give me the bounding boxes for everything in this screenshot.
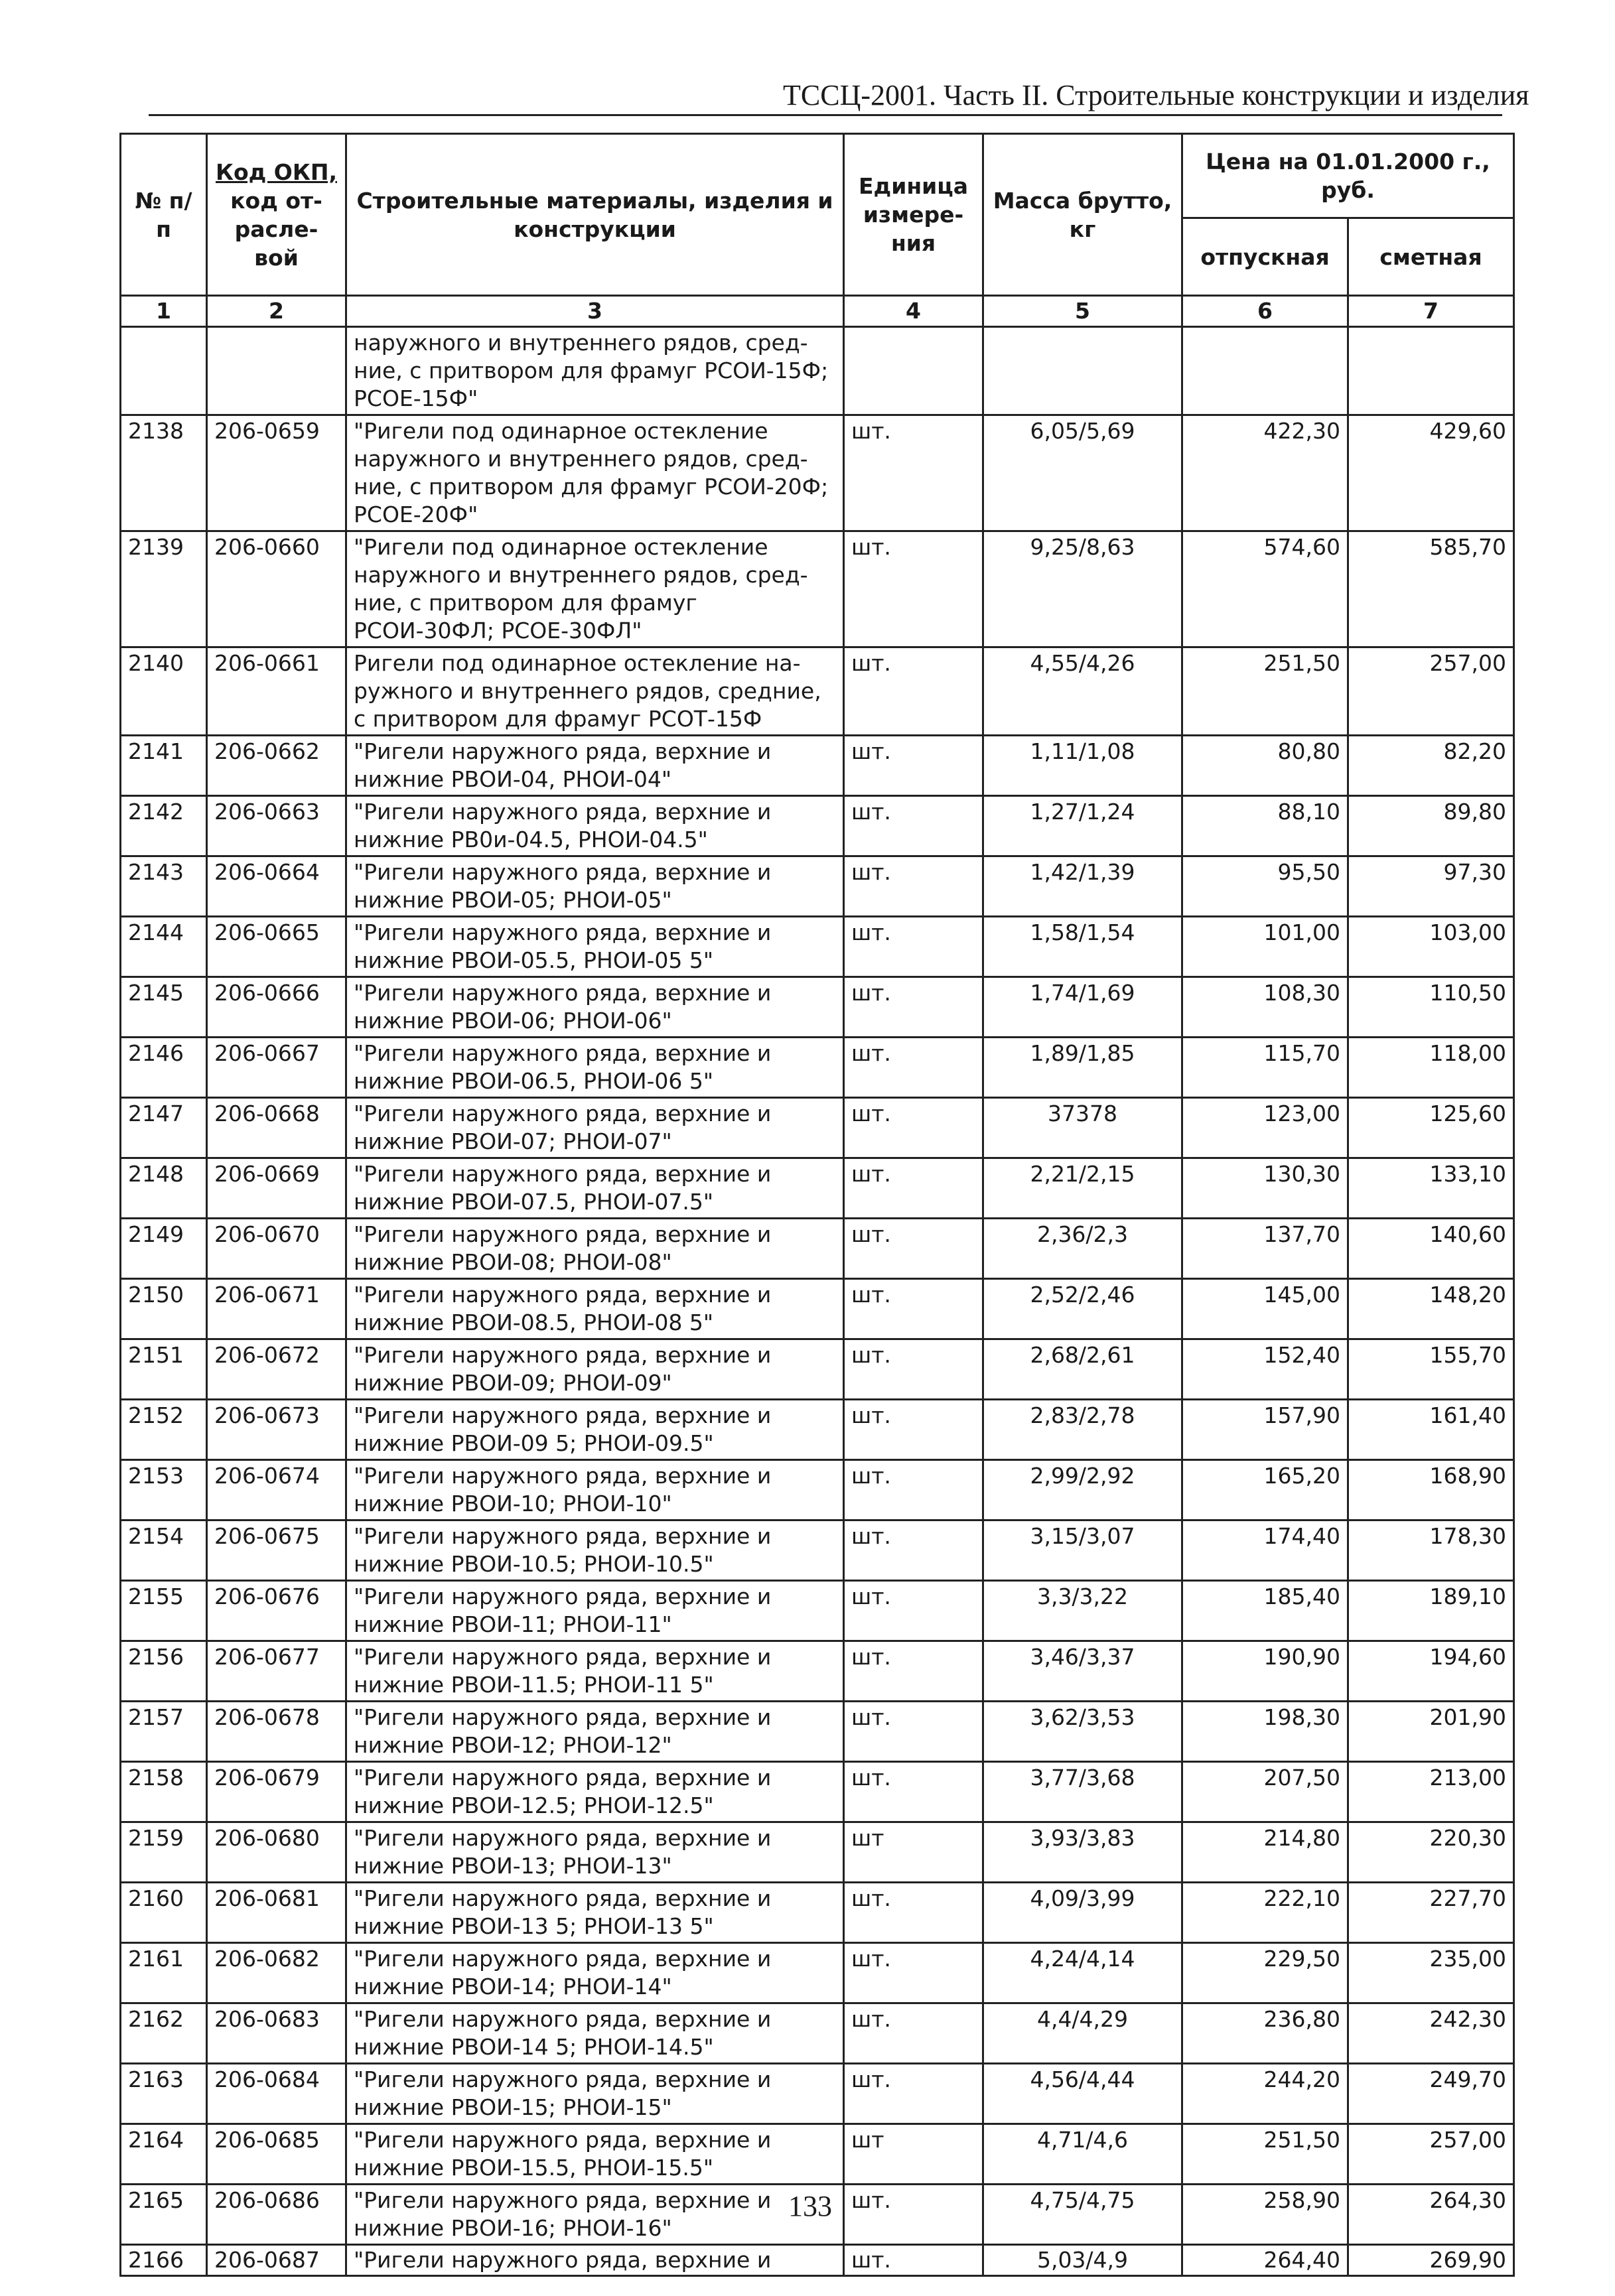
cell-code: 206-0686: [207, 2185, 346, 2245]
cell-unit: шт.: [844, 1279, 983, 1339]
cell-price-release: 198,30: [1182, 1702, 1348, 1762]
cell-mass: 3,3/3,22: [983, 1581, 1182, 1641]
cell-price-estimate: 227,70: [1348, 1883, 1514, 1943]
cell-no: 2141: [121, 736, 207, 796]
cell-name: "Ригели наружного ряда, верхние и нижние РВОИ-08; РНОИ-08": [346, 1219, 844, 1279]
cell-no: 2139: [121, 531, 207, 647]
cell-price-release: 88,10: [1182, 796, 1348, 856]
cell-unit: шт.: [844, 1883, 983, 1943]
cell-no: 2140: [121, 647, 207, 736]
cell-code: 206-0665: [207, 917, 346, 977]
cell-code: 206-0676: [207, 1581, 346, 1641]
cell-mass: 4,75/4,75: [983, 2185, 1182, 2245]
cell-unit: шт.: [844, 1581, 983, 1641]
cell-name: "Ригели наружного ряда, верхние и: [346, 2245, 844, 2276]
cell-code: 206-0677: [207, 1641, 346, 1702]
cell-unit: шт.: [844, 2003, 983, 2064]
cell-mass: 3,15/3,07: [983, 1520, 1182, 1581]
cell-mass: 4,55/4,26: [983, 647, 1182, 736]
cell-no: 2138: [121, 415, 207, 531]
cell-unit: шт.: [844, 647, 983, 736]
cell-price-release: 165,20: [1182, 1460, 1348, 1520]
cell-price-estimate: 201,90: [1348, 1702, 1514, 1762]
cell-code: 206-0663: [207, 796, 346, 856]
cell-price-release: 145,00: [1182, 1279, 1348, 1339]
table-row: [121, 1641, 1514, 1702]
cell-name: "Ригели наружного ряда, верхние и нижние РВОИ-10.5; РНОИ-10.5": [346, 1520, 844, 1581]
header-cell-price-release: отпускная: [1182, 218, 1348, 296]
cell-unit: шт.: [844, 1098, 983, 1158]
cell-unit: шт.: [844, 1460, 983, 1520]
cell-price-release: 236,80: [1182, 2003, 1348, 2064]
cell-name: "Ригели наружного ряда, верхние и нижние РВОИ-16; РНОИ-16": [346, 2185, 844, 2245]
cell-price-estimate: 269,90: [1348, 2245, 1514, 2276]
cell-no: 2164: [121, 2124, 207, 2185]
cell-no: 2142: [121, 796, 207, 856]
cell-mass: 3,77/3,68: [983, 1762, 1182, 1822]
cell-no: 2145: [121, 977, 207, 1038]
cell-code: 206-0668: [207, 1098, 346, 1158]
cell-price-estimate: 97,30: [1348, 856, 1514, 917]
cell-no: 2155: [121, 1581, 207, 1641]
table-row: [121, 1339, 1514, 1400]
column-index-cell: 2: [207, 296, 346, 327]
cell-price-estimate: 257,00: [1348, 647, 1514, 736]
cell-name: "Ригели наружного ряда, верхние и нижние РВОИ-07.5, РНОИ-07.5": [346, 1158, 844, 1219]
table-row: [121, 1581, 1514, 1641]
cell-code: 206-0685: [207, 2124, 346, 2185]
cell-price-release: 422,30: [1182, 415, 1348, 531]
cell-name: "Ригели наружного ряда, верхние и нижние РВОИ-13; РНОИ-13": [346, 1822, 844, 1883]
cell-no: 2162: [121, 2003, 207, 2064]
table-row: [121, 1762, 1514, 1822]
cell-no: 2165: [121, 2185, 207, 2245]
cell-unit: шт.: [844, 796, 983, 856]
cell-mass: 4,09/3,99: [983, 1883, 1182, 1943]
cell-name: "Ригели наружного ряда, верхние и нижние РВОИ-10; РНОИ-10": [346, 1460, 844, 1520]
cell-unit: шт.: [844, 2245, 983, 2276]
cell-price-release: 214,80: [1182, 1822, 1348, 1883]
table-row: [121, 531, 1514, 647]
cell-name: Ригели под одинарное остекление на-ружного и внутреннего рядов, средние, с притвором для фрамуг РСОТ-15Ф: [346, 647, 844, 736]
cell-mass: 1,27/1,24: [983, 796, 1182, 856]
cell-no: 2161: [121, 1943, 207, 2003]
table-row-continuation: [121, 327, 1514, 415]
cell-unit: шт.: [844, 1520, 983, 1581]
cell-price-release: 137,70: [1182, 1219, 1348, 1279]
table-row: [121, 2064, 1514, 2124]
cell-price-estimate: 89,80: [1348, 796, 1514, 856]
table-row: [121, 1943, 1514, 2003]
table-body: [121, 327, 1514, 2276]
cell-price-estimate: 133,10: [1348, 1158, 1514, 1219]
cell-unit: шт.: [844, 1038, 983, 1098]
cell-price-release: 251,50: [1182, 647, 1348, 736]
table-row: [121, 2003, 1514, 2064]
cell-unit: шт.: [844, 1219, 983, 1279]
cell-name: "Ригели наружного ряда, верхние и нижние РВОИ-12; РНОИ-12": [346, 1702, 844, 1762]
cell-price-estimate: 194,60: [1348, 1641, 1514, 1702]
cell-price-release: 174,40: [1182, 1520, 1348, 1581]
cell-mass: 2,68/2,61: [983, 1339, 1182, 1400]
cell-unit: шт.: [844, 1158, 983, 1219]
cell-unit: шт.: [844, 1702, 983, 1762]
column-index-cell: 4: [844, 296, 983, 327]
table-row: [121, 2245, 1514, 2276]
cell-no: 2144: [121, 917, 207, 977]
cell-price-release: 258,90: [1182, 2185, 1348, 2245]
table-row: [121, 1822, 1514, 1883]
cell-mass: 4,71/4,6: [983, 2124, 1182, 2185]
cell-price-release: 251,50: [1182, 2124, 1348, 2185]
cell-no: 2166: [121, 2245, 207, 2276]
cell-mass: 3,93/3,83: [983, 1822, 1182, 1883]
cell-code: 206-0660: [207, 531, 346, 647]
cell-unit: шт: [844, 2124, 983, 2185]
cell-mass: 37378: [983, 1098, 1182, 1158]
header-cell-price-group: Цена на 01.01.2000 г., руб.: [1182, 134, 1514, 218]
cell-price-estimate: [1348, 327, 1514, 415]
table-row: [121, 977, 1514, 1038]
cell-unit: шт.: [844, 856, 983, 917]
column-index-cell: 5: [983, 296, 1182, 327]
cell-mass: 5,03/4,9: [983, 2245, 1182, 2276]
table-row: [121, 1400, 1514, 1460]
cell-unit: шт: [844, 1822, 983, 1883]
cell-no: 2148: [121, 1158, 207, 1219]
cell-name: наружного и внутреннего рядов, сред-ние, с притвором для фрамуг РСОИ-15Ф; РСОЕ-15Ф": [346, 327, 844, 415]
table-row: [121, 856, 1514, 917]
cell-unit: [844, 327, 983, 415]
cell-name: "Ригели под одинарное остекление наружного и внутреннего рядов, сред-ние, с притвором для фрамуг РСОИ-30ФЛ; РСОЕ-30ФЛ": [346, 531, 844, 647]
cell-name: "Ригели под одинарное остекление наружного и внутреннего рядов, сред-ние, с притвором для фрамуг РСОИ-20Ф; РСОЕ-20Ф": [346, 415, 844, 531]
cell-price-estimate: 429,60: [1348, 415, 1514, 531]
cell-price-estimate: 178,30: [1348, 1520, 1514, 1581]
cell-name: "Ригели наружного ряда, верхние и нижние РВОИ-14 5; РНОИ-14.5": [346, 2003, 844, 2064]
cell-no: 2160: [121, 1883, 207, 1943]
column-index-cell: 6: [1182, 296, 1348, 327]
cell-code: 206-0680: [207, 1822, 346, 1883]
cell-code: 206-0674: [207, 1460, 346, 1520]
cell-unit: шт.: [844, 1339, 983, 1400]
cell-no: 2156: [121, 1641, 207, 1702]
cell-price-estimate: 140,60: [1348, 1219, 1514, 1279]
cell-no: 2150: [121, 1279, 207, 1339]
cell-price-estimate: 168,90: [1348, 1460, 1514, 1520]
table-row: [121, 917, 1514, 977]
cell-code: 206-0682: [207, 1943, 346, 2003]
cell-code: 206-0672: [207, 1339, 346, 1400]
table-row: [121, 2124, 1514, 2185]
cell-code: 206-0662: [207, 736, 346, 796]
cell-code: 206-0664: [207, 856, 346, 917]
cell-unit: шт.: [844, 1762, 983, 1822]
cell-unit: шт.: [844, 1400, 983, 1460]
cell-mass: 6,05/5,69: [983, 415, 1182, 531]
cell-no: [121, 327, 207, 415]
cell-no: 2157: [121, 1702, 207, 1762]
cell-mass: 2,21/2,15: [983, 1158, 1182, 1219]
header-cell-unit: Единица измере-ния: [844, 134, 983, 296]
header-cell-price-estimate: сметная: [1348, 218, 1514, 296]
table-row: [121, 1460, 1514, 1520]
cell-price-release: 157,90: [1182, 1400, 1348, 1460]
cell-name: "Ригели наружного ряда, верхние и нижние РВОИ-09; РНОИ-09": [346, 1339, 844, 1400]
cell-mass: 2,83/2,78: [983, 1400, 1182, 1460]
cell-mass: 3,46/3,37: [983, 1641, 1182, 1702]
table-row: [121, 1702, 1514, 1762]
cell-code: 206-0679: [207, 1762, 346, 1822]
cell-code: 206-0659: [207, 415, 346, 531]
cell-code: 206-0684: [207, 2064, 346, 2124]
cell-name: "Ригели наружного ряда, верхние и нижние РВОИ-14; РНОИ-14": [346, 1943, 844, 2003]
table-row: [121, 1520, 1514, 1581]
cell-name: "Ригели наружного ряда, верхние и нижние РВОИ-05.5, РНОИ-05 5": [346, 917, 844, 977]
cell-price-estimate: 161,40: [1348, 1400, 1514, 1460]
cell-name: "Ригели наружного ряда, верхние и нижние РВ0и-04.5, РНОИ-04.5": [346, 796, 844, 856]
cell-name: "Ригели наружного ряда, верхние и нижние РВОИ-11; РНОИ-11": [346, 1581, 844, 1641]
table-row: [121, 415, 1514, 531]
header-cell-mass: Масса брутто, кг: [983, 134, 1182, 296]
cell-price-release: 101,00: [1182, 917, 1348, 977]
cell-mass: 4,4/4,29: [983, 2003, 1182, 2064]
cell-price-release: 115,70: [1182, 1038, 1348, 1098]
cell-unit: шт.: [844, 415, 983, 531]
cell-name: "Ригели наружного ряда, верхние и нижние РВОИ-15; РНОИ-15": [346, 2064, 844, 2124]
cell-name: "Ригели наружного ряда, верхние и нижние РВОИ-13 5; РНОИ-13 5": [346, 1883, 844, 1943]
cell-code: 206-0670: [207, 1219, 346, 1279]
cell-unit: шт.: [844, 531, 983, 647]
table-row: [121, 1158, 1514, 1219]
cell-unit: шт.: [844, 1641, 983, 1702]
cell-price-estimate: 264,30: [1348, 2185, 1514, 2245]
header-cell-code: [207, 134, 346, 296]
cell-mass: 1,42/1,39: [983, 856, 1182, 917]
cell-price-estimate: 257,00: [1348, 2124, 1514, 2185]
cell-code: 206-0687: [207, 2245, 346, 2276]
table-row: [121, 647, 1514, 736]
column-index-cell: 7: [1348, 296, 1514, 327]
cell-price-estimate: 82,20: [1348, 736, 1514, 796]
cell-mass: 9,25/8,63: [983, 531, 1182, 647]
cell-price-estimate: 220,30: [1348, 1822, 1514, 1883]
price-table: [119, 133, 1515, 2277]
cell-price-estimate: 103,00: [1348, 917, 1514, 977]
cell-price-release: 123,00: [1182, 1098, 1348, 1158]
cell-no: 2159: [121, 1822, 207, 1883]
cell-unit: шт.: [844, 736, 983, 796]
cell-price-estimate: 213,00: [1348, 1762, 1514, 1822]
cell-mass: 2,36/2,3: [983, 1219, 1182, 1279]
cell-code: [207, 327, 346, 415]
cell-price-release: 130,30: [1182, 1158, 1348, 1219]
cell-price-estimate: 235,00: [1348, 1943, 1514, 2003]
cell-price-release: [1182, 327, 1348, 415]
cell-mass: 4,24/4,14: [983, 1943, 1182, 2003]
header-rule: [149, 114, 1502, 116]
cell-code: 206-0671: [207, 1279, 346, 1339]
cell-no: 2149: [121, 1219, 207, 1279]
cell-code: 206-0681: [207, 1883, 346, 1943]
cell-name: "Ригели наружного ряда, верхние и нижние РВОИ-05; РНОИ-05": [346, 856, 844, 917]
cell-mass: 4,56/4,44: [983, 2064, 1182, 2124]
cell-code: 206-0667: [207, 1038, 346, 1098]
cell-price-estimate: 249,70: [1348, 2064, 1514, 2124]
cell-name: "Ригели наружного ряда, верхние и нижние РВОИ-09 5; РНОИ-09.5": [346, 1400, 844, 1460]
column-index-row: [121, 296, 1514, 327]
cell-price-release: 108,30: [1182, 977, 1348, 1038]
header-code-branch: код от-расле-вой: [230, 187, 322, 271]
cell-mass: 1,58/1,54: [983, 917, 1182, 977]
cell-code: 206-0661: [207, 647, 346, 736]
cell-no: 2163: [121, 2064, 207, 2124]
cell-price-release: 222,10: [1182, 1883, 1348, 1943]
page-number: 133: [788, 2190, 832, 2222]
cell-price-estimate: 585,70: [1348, 531, 1514, 647]
header-cell-name: Строительные материалы, изделия и конструкции: [346, 134, 844, 296]
cell-code: 206-0673: [207, 1400, 346, 1460]
cell-price-estimate: 110,50: [1348, 977, 1514, 1038]
cell-unit: шт.: [844, 2064, 983, 2124]
cell-price-estimate: 155,70: [1348, 1339, 1514, 1400]
cell-no: 2154: [121, 1520, 207, 1581]
cell-name: "Ригели наружного ряда, верхние и нижние РВОИ-15.5, РНОИ-15.5": [346, 2124, 844, 2185]
cell-code: 206-0666: [207, 977, 346, 1038]
table-row: [121, 1038, 1514, 1098]
cell-name: "Ригели наружного ряда, верхние и нижние РВОИ-12.5; РНОИ-12.5": [346, 1762, 844, 1822]
cell-code: 206-0669: [207, 1158, 346, 1219]
cell-unit: шт.: [844, 917, 983, 977]
table-row: [121, 1098, 1514, 1158]
cell-name: "Ригели наружного ряда, верхние и нижние РВОИ-06.5, РНОИ-06 5": [346, 1038, 844, 1098]
table-row: [121, 1279, 1514, 1339]
page-header-title: ТССЦ-2001. Часть II. Строительные конструкции и изделия: [783, 79, 1529, 111]
cell-unit: шт.: [844, 2185, 983, 2245]
cell-mass: 2,52/2,46: [983, 1279, 1182, 1339]
cell-name: "Ригели наружного ряда, верхние и нижние РВОИ-08.5, РНОИ-08 5": [346, 1279, 844, 1339]
column-index-cell: 1: [121, 296, 207, 327]
cell-code: 206-0675: [207, 1520, 346, 1581]
cell-no: 2152: [121, 1400, 207, 1460]
cell-unit: шт.: [844, 1943, 983, 2003]
cell-no: 2147: [121, 1098, 207, 1158]
cell-mass: 1,89/1,85: [983, 1038, 1182, 1098]
cell-no: 2153: [121, 1460, 207, 1520]
cell-price-release: 190,90: [1182, 1641, 1348, 1702]
header-cell-no: № п/п: [121, 134, 207, 296]
cell-unit: шт.: [844, 977, 983, 1038]
cell-price-release: 264,40: [1182, 2245, 1348, 2276]
cell-name: "Ригели наружного ряда, верхние и нижние РВОИ-11.5; РНОИ-11 5": [346, 1641, 844, 1702]
table-row: [121, 1883, 1514, 1943]
cell-price-release: 574,60: [1182, 531, 1348, 647]
cell-code: 206-0683: [207, 2003, 346, 2064]
table-row: [121, 736, 1514, 796]
cell-price-estimate: 118,00: [1348, 1038, 1514, 1098]
header-code-okp: Код ОКП,: [216, 159, 337, 185]
cell-mass: [983, 327, 1182, 415]
cell-price-release: 229,50: [1182, 1943, 1348, 2003]
cell-mass: 2,99/2,92: [983, 1460, 1182, 1520]
cell-no: 2158: [121, 1762, 207, 1822]
cell-mass: 1,74/1,69: [983, 977, 1182, 1038]
cell-name: "Ригели наружного ряда, верхние и нижние РВОИ-07; РНОИ-07": [346, 1098, 844, 1158]
cell-no: 2151: [121, 1339, 207, 1400]
cell-price-estimate: 242,30: [1348, 2003, 1514, 2064]
table-row: [121, 796, 1514, 856]
cell-price-release: 95,50: [1182, 856, 1348, 917]
cell-no: 2146: [121, 1038, 207, 1098]
cell-mass: 1,11/1,08: [983, 736, 1182, 796]
table-row: [121, 1219, 1514, 1279]
cell-price-estimate: 148,20: [1348, 1279, 1514, 1339]
cell-no: 2143: [121, 856, 207, 917]
column-index-cell: 3: [346, 296, 844, 327]
cell-price-release: 80,80: [1182, 736, 1348, 796]
cell-price-release: 152,40: [1182, 1339, 1348, 1400]
cell-price-release: 207,50: [1182, 1762, 1348, 1822]
cell-price-release: 244,20: [1182, 2064, 1348, 2124]
cell-price-release: 185,40: [1182, 1581, 1348, 1641]
cell-name: "Ригели наружного ряда, верхние и нижние РВОИ-04, РНОИ-04": [346, 736, 844, 796]
cell-code: 206-0678: [207, 1702, 346, 1762]
cell-mass: 3,62/3,53: [983, 1702, 1182, 1762]
cell-price-estimate: 125,60: [1348, 1098, 1514, 1158]
cell-price-estimate: 189,10: [1348, 1581, 1514, 1641]
cell-name: "Ригели наружного ряда, верхние и нижние РВОИ-06; РНОИ-06": [346, 977, 844, 1038]
